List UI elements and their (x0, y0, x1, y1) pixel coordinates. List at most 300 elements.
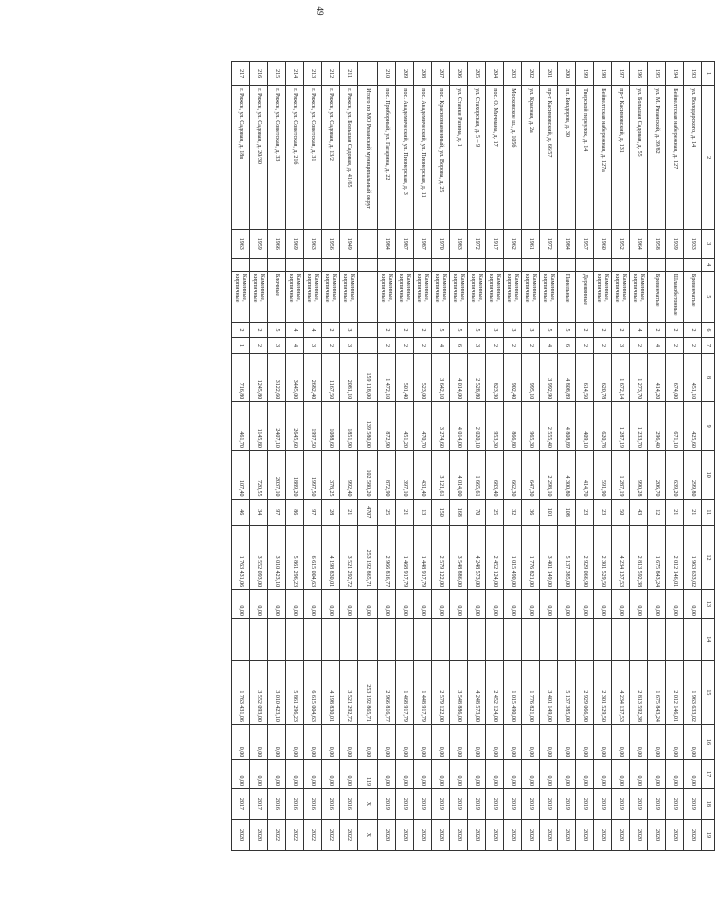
cell-address: пос. О. Мичмана, д. 17 (486, 86, 504, 230)
cell-entrances: 2 (594, 338, 612, 353)
cell-wall-material: Каменные, кирпичные (522, 271, 540, 322)
cell-living-area: 139 580,00 (358, 402, 378, 451)
cell-wall-material: Каменные, кирпичные (250, 271, 268, 322)
table-row (594, 62, 612, 851)
cell-total-area: 414,20 (648, 353, 666, 402)
cell-floors: 2 (232, 322, 250, 337)
cell-col-16: 0,00 (304, 724, 322, 759)
cell-col-16: 0,00 (648, 724, 666, 759)
cell-residents: 21 (684, 499, 702, 526)
cell-col-14 (594, 618, 612, 660)
cell-entrances: 4 (648, 338, 666, 353)
cell-living-area: 451,20 (396, 402, 414, 451)
cell-fund-cost: 1 963 633,02 (684, 660, 702, 724)
cell-col-14 (630, 618, 648, 660)
cell-start-year: 2019 (486, 788, 504, 819)
cell-floors: 5 (432, 322, 450, 337)
cell-fund-cost: 1 763 431,06 (232, 660, 250, 724)
cell-col-17: 0,00 (232, 760, 250, 789)
cell-col-14 (304, 618, 322, 660)
cell-col-13: 0,00 (486, 590, 504, 619)
cell-end-year: 2020 (468, 819, 486, 850)
cell-start-year: 2019 (594, 788, 612, 819)
cell-residential-area: 591,90 (594, 450, 612, 499)
column-number-6: 6 (702, 322, 715, 337)
cell-total-cost: 2 452 124,00 (486, 526, 504, 590)
cell-wall-material: Каменные, кирпичные (340, 271, 358, 322)
cell-col-14 (286, 618, 304, 660)
cell-total-cost: 4 234 137,53 (612, 526, 630, 590)
cell-col-17: 0,00 (286, 760, 304, 789)
cell-col-16: 0,00 (378, 724, 396, 759)
cell-floors: 2 (378, 322, 396, 337)
cell-address: Московское ш., д. 105б (504, 86, 522, 230)
cell-address: ул. М. Рязанской, д. 39/82 (648, 86, 666, 230)
cell-row-number: 206 (450, 62, 468, 86)
cell-floors: 5 (540, 322, 558, 337)
cell-col-16: 0,00 (232, 724, 250, 759)
cell-total-cost: 5 861 296,23 (286, 526, 304, 590)
cell-fund-cost: 2 301 529,50 (594, 660, 612, 724)
cell-address: пл. Биодоров, д. 30 (558, 86, 576, 230)
cell-fund-cost: 1 468 917,79 (396, 660, 414, 724)
column-number-4: 4 (702, 258, 715, 271)
cell-wall-material: Деревянные (576, 271, 594, 322)
cell-living-area: 2 020,10 (468, 402, 486, 451)
column-number-19: 19 (702, 819, 715, 850)
cell-total-area: 2682,40 (304, 353, 322, 402)
cell-col-4 (414, 258, 432, 271)
cell-fund-cost: 2 579 122,00 (432, 660, 450, 724)
cell-col-17: 0,00 (396, 760, 414, 789)
cell-address: пос. Приборный, ул. Гагарина, д. 22 (378, 86, 396, 230)
cell-col-16: 0,00 (250, 724, 268, 759)
cell-floors: 2 (666, 322, 684, 337)
cell-fund-cost: 5 137 385,00 (558, 660, 576, 724)
cell-living-area: 4 014,00 (450, 402, 468, 451)
cell-wall-material: Каменные, кирпичные (486, 271, 504, 322)
cell-fund-cost: 4 248 573,00 (468, 660, 486, 724)
column-number-9: 9 (702, 402, 715, 451)
cell-col-13: 0,00 (414, 590, 432, 619)
cell-living-area: 425,60 (684, 402, 702, 451)
cell-entrances: 2 (396, 338, 414, 353)
cell-residential-area: 872,90 (378, 450, 396, 499)
cell-year-built: 1984 (558, 229, 576, 258)
cell-fund-cost: 2 452 124,00 (486, 660, 504, 724)
table-row (432, 62, 450, 851)
cell-col-16: 0,00 (358, 724, 378, 759)
cell-start-year: 2019 (414, 788, 432, 819)
table-row (540, 62, 558, 851)
cell-col-17: 0,00 (684, 760, 702, 789)
cell-residents: 101 (540, 499, 558, 526)
cell-residents: 36 (522, 499, 540, 526)
cell-total-cost: 2 301 529,50 (594, 526, 612, 590)
cell-total-area: 674,00 (666, 353, 684, 402)
cell-floors: 4 (630, 322, 648, 337)
rotated-table-container (197, 61, 715, 851)
cell-end-year: 2020 (666, 819, 684, 850)
cell-start-year: 2019 (630, 788, 648, 819)
cell-residents: 43 (630, 499, 648, 526)
cell-residential-area: 378,25 (322, 450, 340, 499)
cell-col-4 (378, 258, 396, 271)
cell-start-year: 2019 (522, 788, 540, 819)
cell-entrances: 2 (414, 338, 432, 353)
cell-col-16: 0,00 (486, 724, 504, 759)
cell-col-13: 0,00 (522, 590, 540, 619)
cell-wall-material: Каменные, кирпичные (286, 271, 304, 322)
cell-total-area: 1 672,14 (612, 353, 630, 402)
cell-total-area: 1 273,70 (630, 353, 648, 402)
cell-end-year: 2020 (630, 819, 648, 850)
column-number-11: 11 (702, 499, 715, 526)
cell-col-17: 0,00 (268, 760, 286, 789)
cell-col-4 (666, 258, 684, 271)
cell-fund-cost: 3 521 292,72 (340, 660, 358, 724)
cell-residential-area: 647,30 (522, 450, 540, 499)
cell-floors: 5 (268, 322, 286, 337)
cell-start-year: 2019 (540, 788, 558, 819)
cell-residential-area: 4 300,80 (558, 450, 576, 499)
cell-entrances: 4 (540, 338, 558, 353)
cell-col-4 (522, 258, 540, 271)
cell-living-area: 470,70 (414, 402, 432, 451)
cell-end-year: Х (358, 819, 378, 850)
cell-col-17: 0,00 (666, 760, 684, 789)
cell-col-13: 0,00 (576, 590, 594, 619)
cell-col-4 (304, 258, 322, 271)
cell-row-number (358, 62, 378, 86)
cell-residential-area: 414,70 (576, 450, 594, 499)
cell-col-17: 0,00 (322, 760, 340, 789)
cell-total-cost: 1 015 490,00 (504, 526, 522, 590)
cell-living-area: 671,10 (666, 402, 684, 451)
cell-col-16: 0,00 (396, 724, 414, 759)
cell-col-17: 0,00 (576, 760, 594, 789)
cell-col-4 (648, 258, 666, 271)
cell-start-year: 2017 (232, 788, 250, 819)
cell-residents: 12 (648, 499, 666, 526)
cell-total-cost: 1 675 843,24 (648, 526, 666, 590)
cell-residents: 25 (378, 499, 396, 526)
cell-residential-area: 1 665,61 (468, 450, 486, 499)
cell-end-year: 2020 (378, 819, 396, 850)
cell-fund-cost: 2 966 816,77 (378, 660, 396, 724)
cell-col-4 (594, 258, 612, 271)
cell-floors: 3 (340, 322, 358, 337)
table-row (396, 62, 414, 851)
cell-residents: 86 (286, 499, 304, 526)
cell-fund-cost: 2 929 066,90 (576, 660, 594, 724)
cell-fund-cost: 4 234 137,53 (612, 660, 630, 724)
cell-wall-material: Каменные, кирпичные (414, 271, 432, 322)
cell-col-14 (558, 618, 576, 660)
cell-row-number: 194 (666, 62, 684, 86)
cell-end-year: 2020 (504, 819, 522, 850)
cell-col-4 (558, 258, 576, 271)
cell-floors: 4 (304, 322, 322, 337)
cell-wall-material: Каменные, кирпичные (396, 271, 414, 322)
cell-col-4 (468, 258, 486, 271)
cell-start-year: 2019 (576, 788, 594, 819)
cell-residential-area: 107,40 (232, 450, 250, 499)
table-row (414, 62, 432, 851)
cell-address: г. Ряжск, ул. Советская, д. 31 (304, 86, 322, 230)
cell-floors: 5 (450, 322, 468, 337)
cell-residential-area: 2 298,10 (540, 450, 558, 499)
cell-residents: 150 (432, 499, 450, 526)
cell-total-cost: 1 776 821,00 (522, 526, 540, 590)
cell-residents: 13 (414, 499, 432, 526)
cell-col-17: 0,00 (630, 760, 648, 789)
cell-col-4 (322, 258, 340, 271)
cell-residents: 46 (232, 499, 250, 526)
cell-year-built: 1957 (576, 229, 594, 258)
cell-col-13: 0,00 (594, 590, 612, 619)
cell-year-built: 1984 (378, 229, 396, 258)
cell-total-area: 614,50 (576, 353, 594, 402)
cell-wall-material: Каменные, кирпичные (232, 271, 250, 322)
cell-col-17: 0,00 (594, 760, 612, 789)
cell-wall-material: Каменные, кирпичные (594, 271, 612, 322)
cell-col-13: 0,00 (358, 590, 378, 619)
cell-start-year: 2019 (468, 788, 486, 819)
cell-entrances: 2 (630, 338, 648, 353)
cell-entrances: 2 (576, 338, 594, 353)
cell-row-number: 209 (396, 62, 414, 86)
cell-end-year: 2020 (648, 819, 666, 850)
cell-start-year: 2019 (396, 788, 414, 819)
cell-fund-cost: 3 548 886,00 (450, 660, 468, 724)
cell-living-area: 965,30 (522, 402, 540, 451)
cell-fund-cost: 6 615 004,63 (304, 660, 322, 724)
cell-fund-cost: 2 012 146,01 (666, 660, 684, 724)
cell-col-13: 0,00 (340, 590, 358, 619)
cell-col-16: 0,00 (268, 724, 286, 759)
cell-col-14 (468, 618, 486, 660)
cell-col-16: 0,00 (450, 724, 468, 759)
cell-total-area: 3 642,10 (432, 353, 450, 402)
cell-residents: 97 (268, 499, 286, 526)
cell-start-year: 2019 (450, 788, 468, 819)
cell-entrances: 2 (684, 338, 702, 353)
cell-living-area: 2 555,40 (540, 402, 558, 451)
cell-entrances: 2 (522, 338, 540, 353)
cell-address: Бейвелтская набережная, д. 127 (666, 86, 684, 230)
cell-total-cost: 3 401 149,00 (540, 526, 558, 590)
cell-start-year: 2016 (322, 788, 340, 819)
cell-row-number: 195 (648, 62, 666, 86)
cell-entrances: 2 (486, 338, 504, 353)
cell-start-year: 2019 (666, 788, 684, 819)
table-row (504, 62, 522, 851)
cell-total-cost: 2 966 816,77 (378, 526, 396, 590)
column-number-7: 7 (702, 338, 715, 353)
cell-total-cost: 1 468 917,79 (396, 526, 414, 590)
cell-total-cost: 1 448 917,79 (414, 526, 432, 590)
cell-total-cost: 3 010 423,10 (268, 526, 286, 590)
cell-entrances: 6 (450, 338, 468, 353)
table-row (340, 62, 358, 851)
cell-entrances: 3 (268, 338, 286, 353)
cell-living-area: 866,80 (504, 402, 522, 451)
total-row (358, 62, 378, 851)
cell-row-number: 215 (268, 62, 286, 86)
cell-floors: 5 (468, 322, 486, 337)
cell-floors: 3 (504, 322, 522, 337)
column-number-3: 3 (702, 229, 715, 258)
cell-col-14 (522, 618, 540, 660)
cell-wall-material: Каменные, кирпичные (540, 271, 558, 322)
cell-total-area: 523,00 (414, 353, 432, 402)
cell-start-year: 2016 (340, 788, 358, 819)
cell-end-year: 2020 (250, 819, 268, 850)
cell-floors: 2 (396, 322, 414, 337)
cell-living-area: 2645,60 (286, 402, 304, 451)
cell-address: г. Ряжск, ул. Большая Садовая, д. 41/65 (340, 86, 358, 230)
table-body (232, 62, 702, 851)
cell-col-14 (612, 618, 630, 660)
cell-floors: 2 (648, 322, 666, 337)
cell-floors: 5 (558, 322, 576, 337)
cell-entrances: 2 (504, 338, 522, 353)
cell-row-number: 196 (630, 62, 648, 86)
cell-address: пос. Краснознаменный, ул. Ворова, д. 25 (432, 86, 450, 230)
cell-end-year: 2020 (486, 819, 504, 850)
cell-entrances: 4 (432, 338, 450, 353)
cell-residents: 25 (486, 499, 504, 526)
cell-total-area: 823,30 (486, 353, 504, 402)
cell-fund-cost: 1 015 490,00 (504, 660, 522, 724)
cell-entrances: 4 (286, 338, 304, 353)
cell-year-built: 1917 (486, 229, 504, 258)
table-row (666, 62, 684, 851)
cell-col-16: 0,00 (340, 724, 358, 759)
cell-col-14 (666, 618, 684, 660)
cell-total-cost: 2 813 592,38 (630, 526, 648, 590)
cell-year-built: 1987 (414, 229, 432, 258)
cell-wall-material: Шлакобетонные (666, 271, 684, 322)
cell-col-16: 0,00 (322, 724, 340, 759)
cell-residents: 70 (468, 499, 486, 526)
cell-wall-material: Каменные, кирпичные (630, 271, 648, 322)
cell-end-year: 2022 (340, 819, 358, 850)
cell-col-14 (358, 618, 378, 660)
cell-row-number: 216 (250, 62, 268, 86)
table-row (232, 62, 250, 851)
cell-wall-material: Панельные (558, 271, 576, 322)
cell-floors: 2 (414, 322, 432, 337)
cell-col-4 (232, 258, 250, 271)
cell-residents: 21 (340, 499, 358, 526)
cell-address: пос. Академический, ул. Пионерская, д. 3 (396, 86, 414, 230)
cell-fund-cost: 5 861 296,23 (286, 660, 304, 724)
cell-year-built: 1952 (612, 229, 630, 258)
cell-total-area: 2 528,80 (468, 353, 486, 402)
cell-col-13: 0,00 (250, 590, 268, 619)
cell-residents: 21 (666, 499, 684, 526)
cell-residential-area: 4 014,00 (450, 450, 468, 499)
cell-col-4 (432, 258, 450, 271)
cell-year-built: 1966 (268, 229, 286, 258)
cell-col-16: 0,00 (504, 724, 522, 759)
cell-total-area: 1167,50 (322, 353, 340, 402)
cell-wall-material: Каменные, кирпичные (432, 271, 450, 322)
table-row (522, 62, 540, 851)
table-row (684, 62, 702, 851)
cell-start-year: 2019 (648, 788, 666, 819)
cell-col-16: 0,00 (468, 724, 486, 759)
cell-col-4 (576, 258, 594, 271)
cell-col-16: 0,00 (540, 724, 558, 759)
cell-wall-material: Каменные, кирпичные (468, 271, 486, 322)
cell-fund-cost: 1 448 917,79 (414, 660, 432, 724)
cell-col-13: 0,00 (286, 590, 304, 619)
cell-col-4 (612, 258, 630, 271)
cell-entrances: 2 (250, 338, 268, 353)
cell-total-cost: 3 548 886,00 (450, 526, 468, 590)
cell-col-4 (630, 258, 648, 271)
column-number-2: 2 (702, 86, 715, 230)
cell-residents: 50 (612, 499, 630, 526)
cell-col-14 (648, 618, 666, 660)
cell-year-built: 1949 (340, 229, 358, 258)
cell-row-number: 199 (576, 62, 594, 86)
cell-col-16: 0,00 (576, 724, 594, 759)
cell-total-cost: 5 137 385,00 (558, 526, 576, 590)
cell-col-13: 0,00 (684, 590, 702, 619)
cell-end-year: 2022 (304, 819, 322, 850)
cell-col-13: 0,00 (378, 590, 396, 619)
cell-year-built: 1963 (304, 229, 322, 258)
cell-entrances: 3 (340, 338, 358, 353)
cell-fund-cost: 3 401 149,00 (540, 660, 558, 724)
housing-register-table (231, 61, 715, 851)
cell-total-area: 451,10 (684, 353, 702, 402)
cell-end-year: 2020 (450, 819, 468, 850)
cell-fund-cost: 3 552 093,00 (250, 660, 268, 724)
cell-end-year: 2020 (558, 819, 576, 850)
cell-address: ул. Станки Разина, д. 1 (450, 86, 468, 230)
column-number-18: 18 (702, 788, 715, 819)
cell-row-number: 207 (432, 62, 450, 86)
cell-end-year: 2020 (576, 819, 594, 850)
cell-start-year: 2019 (558, 788, 576, 819)
cell-row-number: 208 (414, 62, 432, 86)
cell-col-17: 0,00 (522, 760, 540, 789)
cell-col-17: 0,00 (432, 760, 450, 789)
cell-col-14 (268, 618, 286, 660)
cell-wall-material: Каменные, кирпичные (450, 271, 468, 322)
cell-col-13: 0,00 (468, 590, 486, 619)
cell-end-year: 2020 (540, 819, 558, 850)
cell-year-built: 1960 (594, 229, 612, 258)
cell-col-16: 0,00 (286, 724, 304, 759)
cell-start-year: Х (358, 788, 378, 819)
cell-year-built: 1961 (522, 229, 540, 258)
cell-residential-area: 102 580,20 (358, 450, 378, 499)
cell-col-4 (250, 258, 268, 271)
cell-year-built (358, 229, 378, 258)
cell-year-built: 1970 (432, 229, 450, 258)
cell-total-area: 3 992,90 (540, 353, 558, 402)
cell-col-14 (250, 618, 268, 660)
cell-total-area: 995,10 (522, 353, 540, 402)
cell-residential-area: 206,70 (648, 450, 666, 499)
cell-col-16: 0,00 (630, 724, 648, 759)
